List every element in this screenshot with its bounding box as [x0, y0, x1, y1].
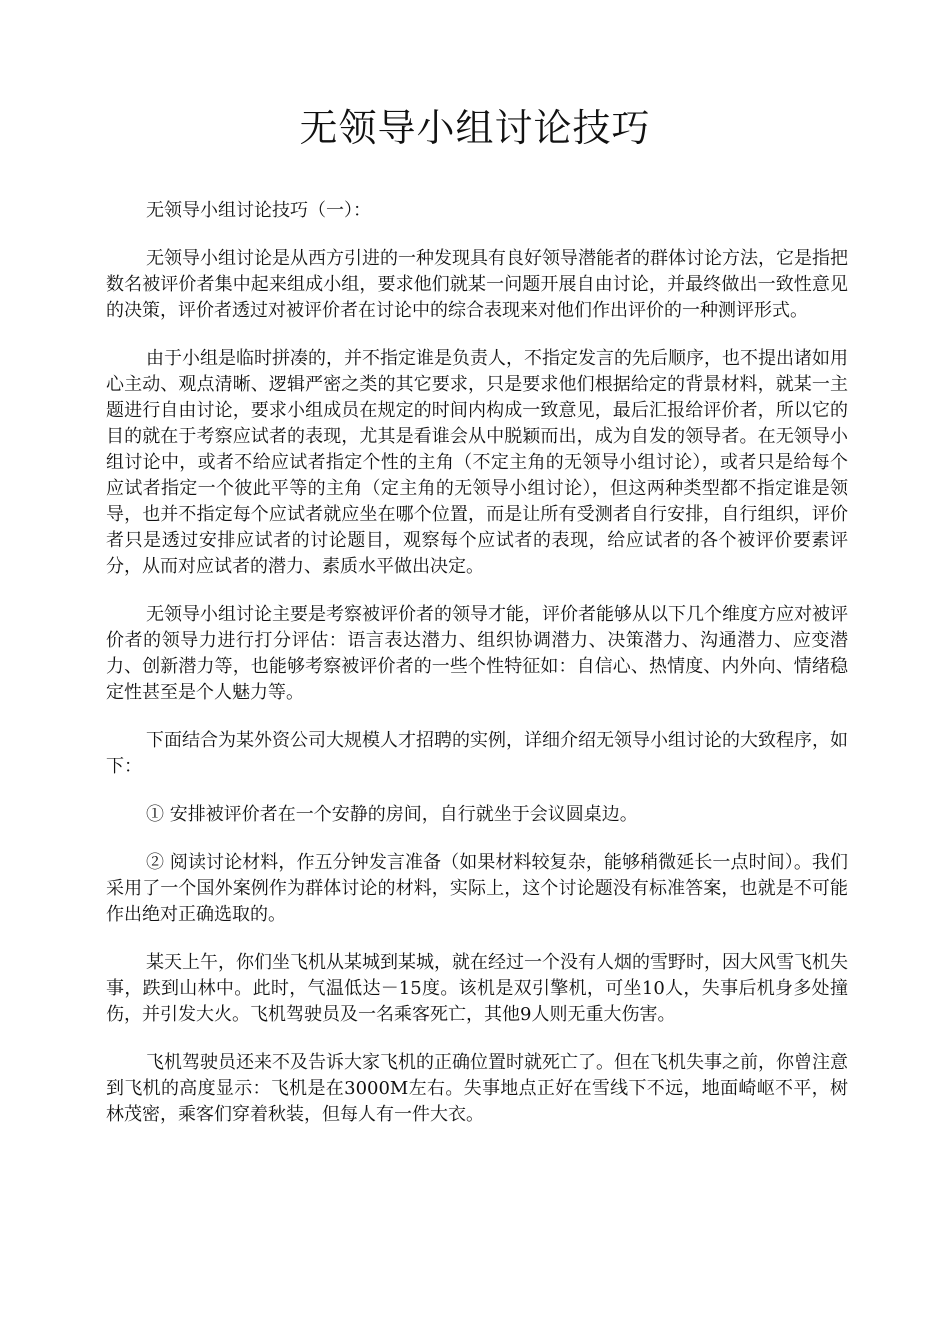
section-heading: 无领导小组讨论技巧（一）： — [146, 200, 371, 221]
paragraph-definition: 无领导小组讨论是从西方引进的一种发现具有良好领导潜能者的群体讨论方法，它是指把数名被评价者集中起来组成小组，要求他们就某一问题开展自由讨论，并最终做出一致性意见的决策，评价者透过对被评价者在讨论中的综合表现来对他们作出评价的一种测评形式。 — [106, 248, 848, 321]
document-title: 无领导小组讨论技巧 — [299, 106, 651, 150]
paragraph-example-intro: 下面结合为某外资公司大规模人才招聘的实例，详细介绍无领导小组讨论的大致程序，如下： — [106, 730, 848, 777]
document-body — [106, 198, 848, 1150]
step-2: ② 阅读讨论材料，作五分钟发言准备（如果材料较复杂，能够稍微延长一点时间）。我们采用了一个国外案例作为群体讨论的材料，实际上，这个讨论题没有标准答案，也就是不可能作出绝对正确选取的。 — [106, 852, 848, 925]
case-details: 飞机驾驶员还来不及告诉大家飞机的正确位置时就死亡了。但在飞机失事之前，你曾注意到飞机的高度显示：飞机是在3000M左右。失事地点正好在雪线下不远，地面崎岖不平，树林茂密，乘客们穿着秋装，但每人有一件大衣。 — [106, 1052, 848, 1125]
paragraph-evaluation-dimensions: 无领导小组讨论主要是考察被评价者的领导才能，评价者能够从以下几个维度方应对被评价者的领导力进行打分评估：语言表达潜力、组织协调潜力、决策潜力、沟通潜力、应变潜力、创新潜力等，也能够考察被评价者的一些个性特征如：自信心、热情度、内外向、情绪稳定性甚至是个人魅力等。 — [106, 604, 848, 703]
case-scenario: 某天上午，你们坐飞机从某城到某城，就在经过一个没有人烟的雪野时，因大风雪飞机失事，跌到山林中。此时，气温低达－15度。该机是双引擎机，可坐10人，失事后机身多处撞伤，并引发大火。飞机驾驶员及一名乘客死亡，其他9人则无重大伤害。 — [106, 952, 848, 1025]
paragraph-process: 由于小组是临时拼凑的，并不指定谁是负责人，不指定发言的先后顺序，也不提出诸如用心主动、观点清晰、逻辑严密之类的其它要求，只是要求他们根据给定的背景材料，就某一主题进行自由讨论，要求小组成员在规定的时间内构成一致意见，最后汇报给评价者，所以它的目的就在于考察应试者的表现，尤其是看谁会从中脱颖而出，成为自发的领导者。在无领导小组讨论中，或者不给应试者指定个性的主角（不定主角的无领导小组讨论），或者只是给每个应试者指定一个彼此平等的主角（定主角的无领导小组讨论），但这两种类型都不指定谁是领导，也并不指定每个应试者就应坐在哪个位置，而是让所有受测者自行安排，自行组织，评价者只是透过安排应试者的讨论题目，观察每个应试者的表现，给应试者的各个被评价要素评分，从而对应试者的潜力、素质水平做出决定。 — [106, 348, 848, 577]
step-1: ① 安排被评价者在一个安静的房间，自行就坐于会议圆桌边。 — [146, 804, 638, 825]
